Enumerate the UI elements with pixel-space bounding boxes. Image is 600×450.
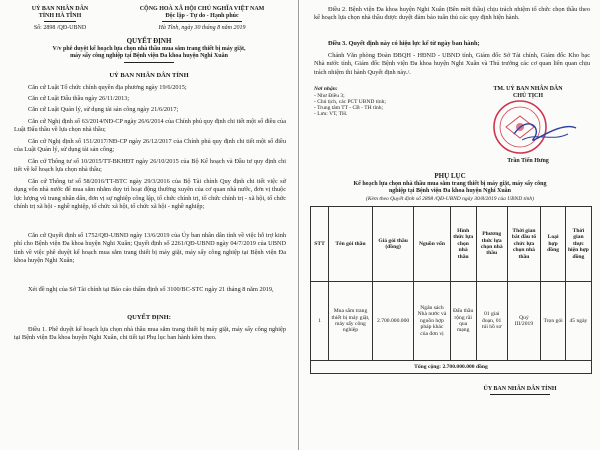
official-seal-stamp [476, 98, 580, 156]
header-cell: Phương thức lựa chọn nhà thầu [476, 207, 507, 282]
appendix-title: PHỤ LỤC [434, 172, 466, 180]
article-3: Điều 3. Quyết định này có hiệu lực kể từ ngày ban hành; [328, 40, 480, 47]
table-header-row [311, 207, 592, 282]
appendix-subject-line-2: nghiệp tại Bệnh viện Đa khoa huyện Nghi Xuân [388, 188, 512, 194]
recipient-item: - Như Điều 3; [314, 93, 345, 99]
legal-basis-6: Căn cứ Thông tư số 10/2015/TT-BKHĐT ngày 26/10/2015 của Bộ Kế hoạch và Đầu tư quy định chi tiết về kế hoạch lựa chọn nhà thầu; [14, 158, 286, 174]
issuer-underline [44, 21, 76, 22]
header-cell: STT [311, 207, 329, 282]
decision-page-2 [300, 0, 600, 450]
row-cell: Mua sắm trang thiết bị máy giặt, máy sấy công nghiệp [329, 282, 373, 361]
decision-page-1 [0, 0, 299, 450]
motto-underline [162, 21, 242, 22]
article-1: Điều 1. Phê duyệt kế hoạch lựa chọn nhà thầu mua sắm trang thiết bị máy giặt, máy sấy công nghiệp tại Bệnh viện Đa khoa huyện Nghi Xuân, chi tiết tại Phụ lục ban hành kèm theo. [14, 326, 286, 342]
header-cell: Loại hợp đồng [541, 207, 566, 282]
issuer-name: UỶ BAN NHÂN DÂN [31, 6, 89, 12]
row-cell: Quý III/2019 [507, 282, 541, 361]
appendix-reference: (Kèm theo Quyết định số 2898 /QĐ-UBND ngày 30/8/2019 của UBND tỉnh) [366, 196, 534, 202]
table-total-row [311, 361, 592, 374]
national-title: CỘNG HOÀ XÃ HỘI CHỦ NGHĨA VIỆT NAM [139, 6, 265, 12]
row-cell: 01 giai đoạn, 01 túi hồ sơ [476, 282, 507, 361]
row-cell: Ngân sách Nhà nước và nguồn hợp pháp khác của đơn vị [414, 282, 450, 361]
legal-basis-2: Căn cứ Luật Đấu thầu ngày 26/11/2013; [28, 95, 130, 102]
footer-authority: ỦY BAN NHÂN DÂN TỈNH [483, 386, 557, 392]
subject-underline [124, 62, 174, 63]
bidding-plan-table [310, 206, 592, 374]
signer-organization: TM. UỶ BAN NHÂN DÂN [493, 86, 563, 92]
row-cell: 1 [311, 282, 329, 361]
decision-subject-line-2: máy sấy công nghiệp tại Bệnh viện Đa khoa huyện Nghi Xuân [70, 53, 228, 59]
legal-basis-8: Căn cứ Quyết định số 1752/QĐ-UBND ngày 13/6/2019 của Ủy ban nhân dân tỉnh về việc hỗ trợ kinh phí cho Bệnh viện Đa khoa huyện Nghi Xuân; Quyết định số 2261/QĐ-UBND ngày 04/7/2019 của UBND tỉnh về việc phê duyệt kế hoạch mua sắm trang thiết bị máy giặt, máy sấy công nghiệp tại Bệnh viện Đa khoa huyện Nghi Xuân; [14, 232, 286, 265]
legal-basis-4: Căn cứ Nghị định số 63/2014/NĐ-CP ngày 26/6/2014 của Chính phủ quy định chi tiết một số điều của Luật Đấu thầu về lựa chọn nhà thầu; [14, 118, 286, 134]
national-motto: Độc lập - Tự do - Hạnh phúc [165, 13, 239, 19]
issuing-authority: UỶ BAN NHÂN DÂN TỈNH [109, 72, 189, 79]
total-cell: Tổng cộng: 2.700.000.000 đồng [311, 361, 592, 374]
appendix-subject-line-1: Kế hoạch lựa chọn nhà thầu mua sắm trang thiết bị máy giặt, máy sấy công [353, 181, 547, 187]
table-row [311, 282, 592, 361]
header-cell: Tên gói thầu [329, 207, 373, 282]
row-cell: Đấu thầu rộng rãi qua mạng [450, 282, 476, 361]
signer-title: CHỦ TỊCH [512, 93, 544, 99]
recipients-title: Nơi nhận: [314, 86, 338, 92]
legal-basis-5: Căn cứ Nghị định số 151/2017/NĐ-CP ngày 26/12/2017 của Chính phủ quy định chi tiết một số điều của Luật Quản lý, sử dụng tài sản công; [14, 138, 286, 154]
header-cell: Nguồn vốn [414, 207, 450, 282]
legal-basis-3: Căn cứ Luật Quản lý, sử dụng tài sản công ngày 21/6/2017; [28, 106, 179, 113]
article-3-body: Chánh Văn phòng Đoàn ĐBQH - HĐND - UBND tỉnh, Giám đốc Sở Tài chính, Giám đốc Kho bạc Nhà nước tỉnh, Giám đốc Bệnh viện Đa khoa huyện Nghi Xuân và Thủ trưởng các cơ quan liên quan chịu trách nhiệm thi hành Quyết định này./. [314, 52, 590, 76]
footer-underline [490, 394, 550, 395]
signer-name: Trần Tiến Hưng [507, 158, 549, 164]
row-cell: 45 ngày [565, 282, 591, 361]
issuer-province: TỈNH HÀ TĨNH [38, 13, 82, 19]
decides-heading: QUYẾT ĐỊNH: [127, 314, 171, 321]
decision-title: QUYẾT ĐỊNH [126, 37, 172, 45]
recipient-item: - Lưu: VT, TH. [314, 111, 348, 117]
header-cell: Hình thức lựa chọn nhà thầu [450, 207, 476, 282]
decision-subject-line-1: V/v phê duyệt kế hoạch lựa chọn nhà thầu mua sắm trang thiết bị máy giặt, [52, 46, 246, 52]
row-cell: Trọn gói [541, 282, 566, 361]
recipient-item: - Chủ tịch, các PCT UBND tỉnh; [314, 99, 386, 105]
place-and-date: Hà Tĩnh, ngày 30 tháng 8 năm 2019 [158, 25, 246, 31]
legal-basis-9: Xét đề nghị của Sở Tài chính tại Báo cáo thẩm định số 3100/BC-STC ngày 21 tháng 8 năm 2019, [28, 286, 274, 293]
header-cell: Thời gian bắt đầu tổ chức lựa chọn nhà thầu [507, 207, 541, 282]
legal-basis-1: Căn cứ Luật Tổ chức chính quyền địa phương ngày 19/6/2015; [28, 84, 187, 91]
document-number: Số: 2898 /QĐ-UBND [33, 25, 87, 31]
legal-basis-7: Căn cứ Thông tư số 58/2016/TT-BTC ngày 29/3/2016 của Bộ Tài chính Quy định chi tiết việc sử dụng vốn nhà nước để mua sắm nhằm duy trì hoạt động thường xuyên của cơ quan nhà nước, đơn vị thuộc lực lượng vũ trang nhân dân, đơn vị sự nghiệp công lập, tổ chức chính trị, tổ chức chính trị - xã hội, tổ chức chính trị xã hội - nghề nghiệp, tổ chức xã hội, tổ chức xã hội - nghề nghiệp; [14, 178, 286, 211]
row-cell: 2.700.000.000 [372, 282, 414, 361]
article-2: Điều 2. Bệnh viện Đa khoa huyện Nghi Xuân (Bên mời thầu) chịu trách nhiệm tổ chức chọn thầu theo kế hoạch lựa chọn nhà thầu được duyệt đảm bảo tuân thủ các quy định hiện hành. [314, 6, 590, 22]
header-cell: Giá gói thầu (đồng) [372, 207, 414, 282]
recipient-item: - Trung tâm TT - CB - TH tỉnh; [314, 105, 384, 111]
header-cell: Thời gian thực hiện hợp đồng [565, 207, 591, 282]
